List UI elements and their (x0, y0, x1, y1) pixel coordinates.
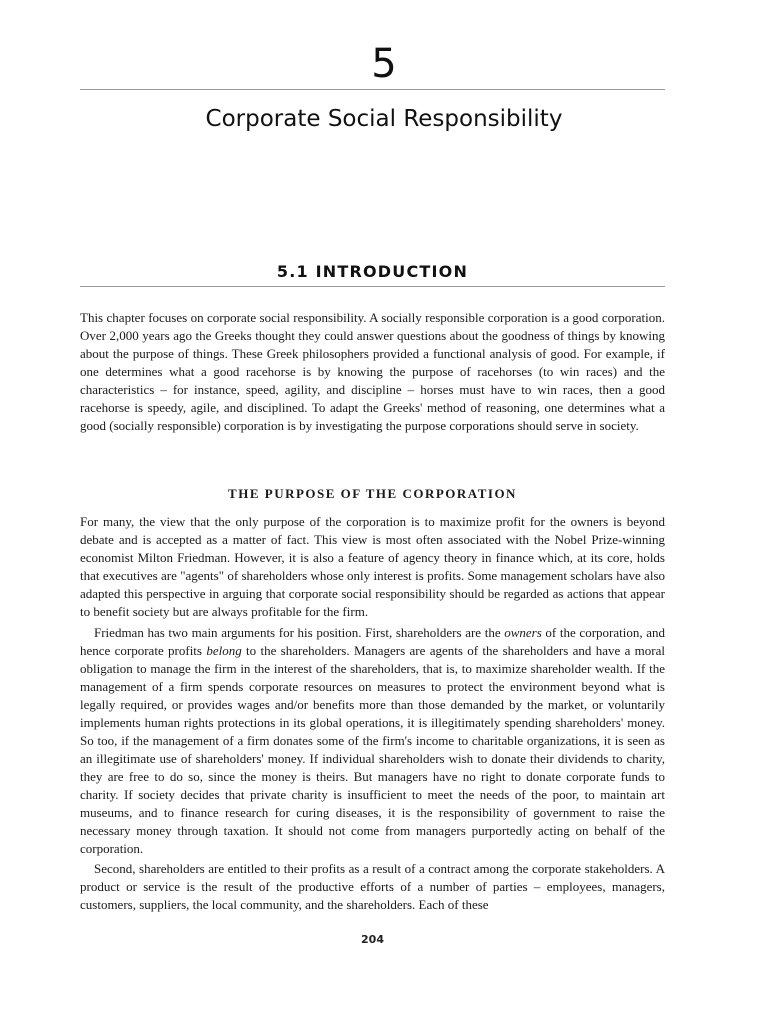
intro-paragraph: This chapter focuses on corporate social responsibility. A socially responsible corporation is a good corporation. Over 2,000 years ago the Greeks thought they could answer questions about the goodness of things by knowing about the purpose of things. These Greek philosophers provided a functional analysis of good. For example, if one determines what a good racehorse is by knowing the purpose of racehorses (to win races) and the characteristics – for instance, speed, agility, and discipline – horses must have to win races, then a good racehorse is speedy, agile, and disciplined. To adapt the Greeks' method of reasoning, one determines what a good (socially responsible) corporation is by investigating the purpose corporations should serve in society. (80, 310, 665, 433)
body-paragraph-2 (80, 624, 665, 858)
emphasis-belong: belong (206, 643, 242, 658)
paragraph-2-text-a: Friedman has two main arguments for his position. First, shareholders are the (94, 625, 505, 640)
subsection-heading: THE PURPOSE OF THE CORPORATION (228, 486, 517, 501)
paragraph-2-text-c: to the shareholders. Managers are agents of the shareholders and have a moral obligation to manage the firm in the interest of the shareholders, that is, to maximize shareholder wealth. If the management of a firm spends corporate resources on measures to protect the environment beyond what is legally required, or provides wages and/or benefits more than those demanded by the market, or voluntarily implements human rights protections in its global operations, it is illegitimately spending shareholders' money. So too, if the management of a firm donates some of the firm's income to charitable organizations, it is seen as an illegitimate use of shareholders' money. If individual shareholders wish to donate their dividends to charity, they are free to do so, since the money is theirs. But managers have no right to donate corporate funds to charity. If society decides that private charity is insufficient to meet the needs of the poor, to maintain art museums, and to finance research for curing diseases, it is the responsibility of government to raise the necessary money through taxation. It should not come from managers purportedly acting on behalf of the corporation. (80, 643, 665, 856)
emphasis-owners: owners (504, 625, 542, 640)
chapter-number: 5 (371, 41, 397, 87)
body-paragraph-1: For many, the view that the only purpose of the corporation is to maximize profit for the owners is beyond debate and is accepted as a matter of fact. This view is most often associated with the Nobel Prize-winning economist Milton Friedman. However, it is also a feature of agency theory in finance which, at its core, holds that executives are "agents" of shareholders whose only interest is profits. Some management scholars have also adapted this perspective in arguing that corporate social responsibility should be regarded as actions that appear to benefit society but are always profitable for the firm. (80, 514, 665, 619)
chapter-divider (80, 89, 665, 90)
section-heading: 5.1 INTRODUCTION (276, 262, 469, 281)
paragraph-2-text-b: of the corporation, and hence corporate profits (80, 625, 666, 658)
chapter-title: Corporate Social Responsibility (205, 106, 563, 132)
section-divider (80, 286, 665, 287)
page-number: 204 (361, 933, 384, 946)
body-paragraph-3: Second, shareholders are entitled to their profits as a result of a contract among the corporate stakeholders. A product or service is the result of the productive efforts of a number of parties – employees, managers, customers, suppliers, the local community, and the shareholders. Each of these (80, 861, 665, 912)
